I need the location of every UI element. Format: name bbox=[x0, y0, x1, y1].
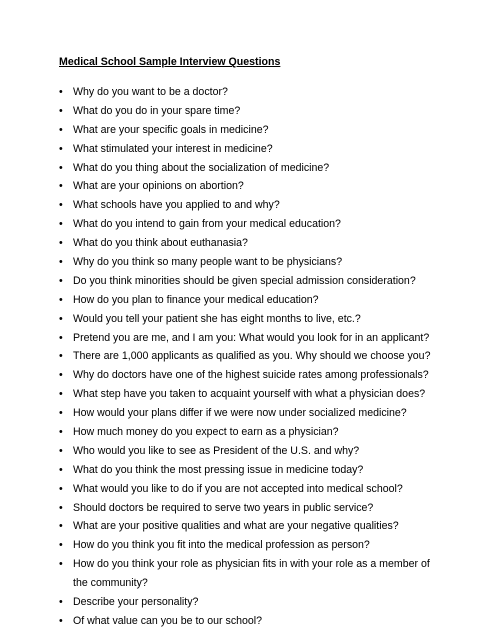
bullet-icon: • bbox=[59, 426, 63, 439]
list-item bbox=[0, 366, 495, 385]
question-text: What step have you taken to acquaint yourself with what a physician does? bbox=[73, 388, 426, 401]
list-item bbox=[0, 385, 495, 404]
list-item bbox=[0, 177, 495, 196]
list-item bbox=[0, 555, 495, 593]
bullet-icon: • bbox=[59, 142, 63, 155]
bullet-icon: • bbox=[59, 199, 63, 212]
question-text: What are your opinions on abortion? bbox=[73, 180, 244, 193]
list-item bbox=[0, 347, 495, 366]
bullet-icon: • bbox=[59, 331, 63, 344]
question-text: Why do you think so many people want to be physicians? bbox=[73, 256, 343, 269]
bullet-icon: • bbox=[59, 369, 63, 382]
question-text: Describe your personality? bbox=[73, 596, 199, 609]
bullet-icon: • bbox=[59, 161, 63, 174]
list-item bbox=[0, 272, 495, 291]
bullet-icon: • bbox=[59, 596, 63, 609]
list-item bbox=[0, 234, 495, 253]
bullet-icon: • bbox=[59, 274, 63, 287]
question-text: There are 1,000 applicants as qualified as you. Why should we choose you? bbox=[73, 350, 431, 363]
bullet-icon: • bbox=[59, 237, 63, 250]
question-text: What are your positive qualities and what are your negative qualities? bbox=[73, 520, 399, 533]
list-item bbox=[0, 140, 495, 159]
bullet-icon: • bbox=[59, 558, 63, 571]
bullet-icon: • bbox=[59, 388, 63, 401]
list-item bbox=[0, 612, 495, 631]
bullet-icon: • bbox=[59, 86, 63, 98]
list-item bbox=[0, 499, 495, 518]
question-text: What would you like to do if you are not accepted into medical school? bbox=[73, 482, 403, 495]
question-text: How do you plan to finance your medical education? bbox=[73, 293, 319, 306]
bullet-icon: • bbox=[59, 463, 63, 476]
question-text: Why do you want to be a doctor? bbox=[73, 86, 228, 98]
bullet-icon: • bbox=[59, 520, 63, 533]
bullet-icon: • bbox=[59, 614, 63, 627]
question-text: What do you thing about the socialization of medicine? bbox=[73, 161, 330, 174]
question-list bbox=[0, 83, 495, 631]
list-item bbox=[0, 404, 495, 423]
bullet-icon: • bbox=[59, 482, 63, 495]
question-text: Who would you like to see as President of the U.S. and why? bbox=[73, 444, 360, 457]
list-item bbox=[0, 423, 495, 442]
list-item bbox=[0, 121, 495, 140]
question-text: What do you think about euthanasia? bbox=[73, 237, 248, 250]
question-text: How would your plans differ if we were now under socialized medicine? bbox=[73, 407, 407, 420]
list-item bbox=[0, 83, 495, 102]
bullet-icon: • bbox=[59, 256, 63, 269]
list-item bbox=[0, 102, 495, 121]
bullet-icon: • bbox=[59, 312, 63, 325]
bullet-icon: • bbox=[59, 123, 63, 136]
bullet-icon: • bbox=[59, 293, 63, 306]
question-text: What do you do in your spare time? bbox=[73, 104, 241, 117]
question-text: Should doctors be required to serve two years in public service? bbox=[73, 501, 374, 514]
list-item bbox=[0, 593, 495, 612]
list-item bbox=[0, 253, 495, 272]
list-item bbox=[0, 329, 495, 348]
question-text: What are your specific goals in medicine? bbox=[73, 123, 269, 136]
question-text: Do you think minorities should be given special admission consideration? bbox=[73, 274, 416, 287]
question-text: Why do doctors have one of the highest suicide rates among professionals? bbox=[73, 369, 429, 382]
list-item bbox=[0, 517, 495, 536]
document-title: Medical School Sample Interview Questions bbox=[59, 56, 281, 68]
list-item bbox=[0, 196, 495, 215]
question-text: What schools have you applied to and why? bbox=[73, 199, 280, 212]
bullet-icon: • bbox=[59, 539, 63, 552]
bullet-icon: • bbox=[59, 444, 63, 457]
question-text: How do you think your role as physician fits in with your role as a member of the community? bbox=[73, 558, 430, 590]
bullet-icon: • bbox=[59, 218, 63, 231]
list-item bbox=[0, 442, 495, 461]
list-item bbox=[0, 461, 495, 480]
list-item bbox=[0, 215, 495, 234]
question-text: What do you think the most pressing issue in medicine today? bbox=[73, 463, 364, 476]
list-item bbox=[0, 536, 495, 555]
bullet-icon: • bbox=[59, 180, 63, 193]
list-item bbox=[0, 310, 495, 329]
question-text: Would you tell your patient she has eight months to live, etc.? bbox=[73, 312, 361, 325]
list-item bbox=[0, 159, 495, 178]
question-text: How much money do you expect to earn as a physician? bbox=[73, 426, 339, 439]
bullet-icon: • bbox=[59, 501, 63, 514]
list-item bbox=[0, 291, 495, 310]
question-text: Of what value can you be to our school? bbox=[73, 614, 263, 627]
bullet-icon: • bbox=[59, 104, 63, 117]
question-text: What stimulated your interest in medicine? bbox=[73, 142, 273, 155]
bullet-icon: • bbox=[59, 350, 63, 363]
bullet-icon: • bbox=[59, 407, 63, 420]
question-text: How do you think you fit into the medical profession as person? bbox=[73, 539, 370, 552]
list-item bbox=[0, 480, 495, 499]
question-text: Pretend you are me, and I am you: What would you look for in an applicant? bbox=[73, 331, 430, 344]
question-text: What do you intend to gain from your medical education? bbox=[73, 218, 341, 231]
